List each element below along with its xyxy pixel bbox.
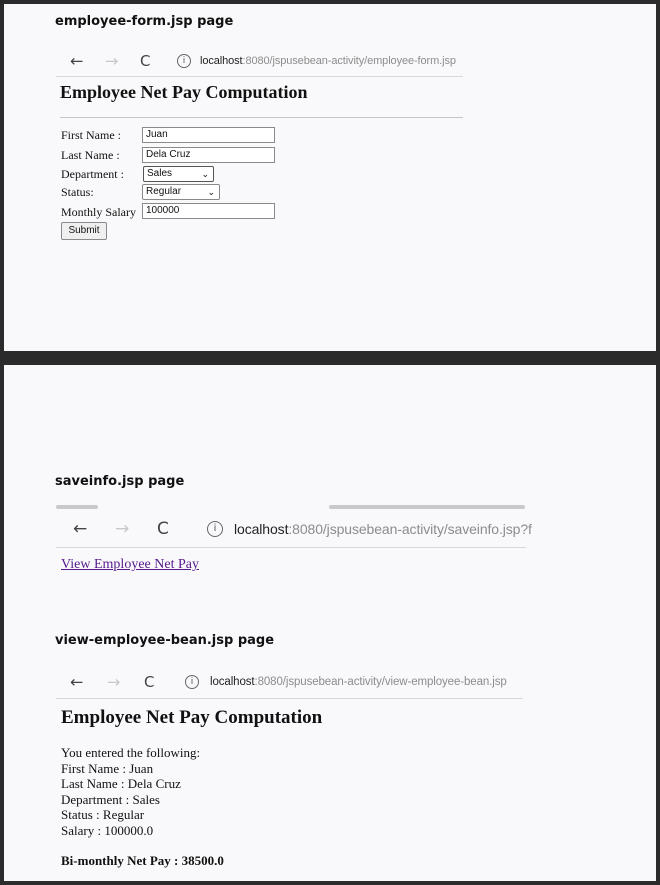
intro-text: You entered the following: (61, 745, 201, 760)
submit-button[interactable]: Submit (61, 222, 107, 240)
employee-form-panel (4, 4, 656, 351)
net-pay-result: Bi-monthly Net Pay : 38500.0 (61, 853, 224, 868)
reload-icon[interactable]: C (144, 673, 155, 691)
page-title: Employee Net Pay Computation (61, 707, 323, 728)
first-name-line: First Name : Juan (61, 760, 154, 776)
last-name-label: Last Name : (61, 148, 120, 162)
forward-arrow-icon[interactable]: → (115, 519, 130, 539)
view-net-pay-link[interactable]: View Employee Net Pay (61, 557, 199, 572)
back-arrow-icon[interactable]: ← (73, 519, 88, 539)
chevron-down-icon: ⌄ (201, 169, 209, 179)
salary-input[interactable]: 100000 (142, 203, 275, 219)
browser-toolbar (56, 511, 532, 548)
last-name-line: Last Name : Dela Cruz (61, 776, 181, 791)
status-select[interactable] (142, 184, 220, 200)
last-name-input[interactable]: Dela Cruz (142, 147, 275, 163)
page-title: Employee Net Pay Computation (60, 82, 308, 102)
reload-icon[interactable]: C (140, 52, 151, 70)
browser-toolbar (56, 46, 463, 77)
panel-caption: employee-form.jsp page (55, 14, 234, 29)
back-arrow-icon[interactable]: ← (70, 51, 84, 71)
result-panel (4, 365, 656, 881)
forward-arrow-icon[interactable]: → (107, 672, 121, 692)
department-label: Department : (61, 167, 124, 181)
entered-summary (61, 745, 200, 838)
status-label: Status: (61, 185, 94, 199)
forward-arrow-icon[interactable]: → (105, 51, 119, 71)
salary-line: Salary : 100000.0 (61, 822, 154, 838)
site-info-icon[interactable]: i (207, 521, 223, 537)
back-arrow-icon[interactable]: ← (70, 672, 84, 692)
tab-strip-edge (56, 505, 98, 509)
first-name-label: First Name : (61, 128, 121, 142)
address-bar-url[interactable]: localhost:8080/jspusebean-activity/saveinfo.jsp?f (234, 521, 532, 537)
address-bar-url[interactable]: localhost:8080/jspusebean-activity/view-employee-bean.jsp (210, 676, 507, 688)
tab-strip-edge (329, 505, 525, 509)
site-info-icon[interactable]: i (177, 54, 191, 68)
salary-label: Monthly Salary (61, 205, 136, 219)
first-name-input[interactable]: Juan (142, 127, 275, 143)
address-bar-url[interactable]: localhost:8080/jspusebean-activity/employee-form.jsp (200, 55, 456, 67)
panel-caption: view-employee-bean.jsp page (55, 633, 275, 648)
reload-icon[interactable]: C (157, 519, 169, 539)
panel-caption: saveinfo.jsp page (55, 474, 185, 489)
department-select[interactable] (143, 166, 214, 182)
site-info-icon[interactable]: i (185, 675, 199, 689)
chevron-down-icon: ⌄ (207, 187, 215, 197)
divider (60, 117, 463, 118)
department-line: Department : Sales (61, 791, 160, 807)
department-selected-value: Sales (147, 168, 173, 179)
status-selected-value: Regular (146, 186, 182, 197)
browser-toolbar (56, 666, 523, 699)
status-line: Status : Regular (61, 807, 145, 822)
